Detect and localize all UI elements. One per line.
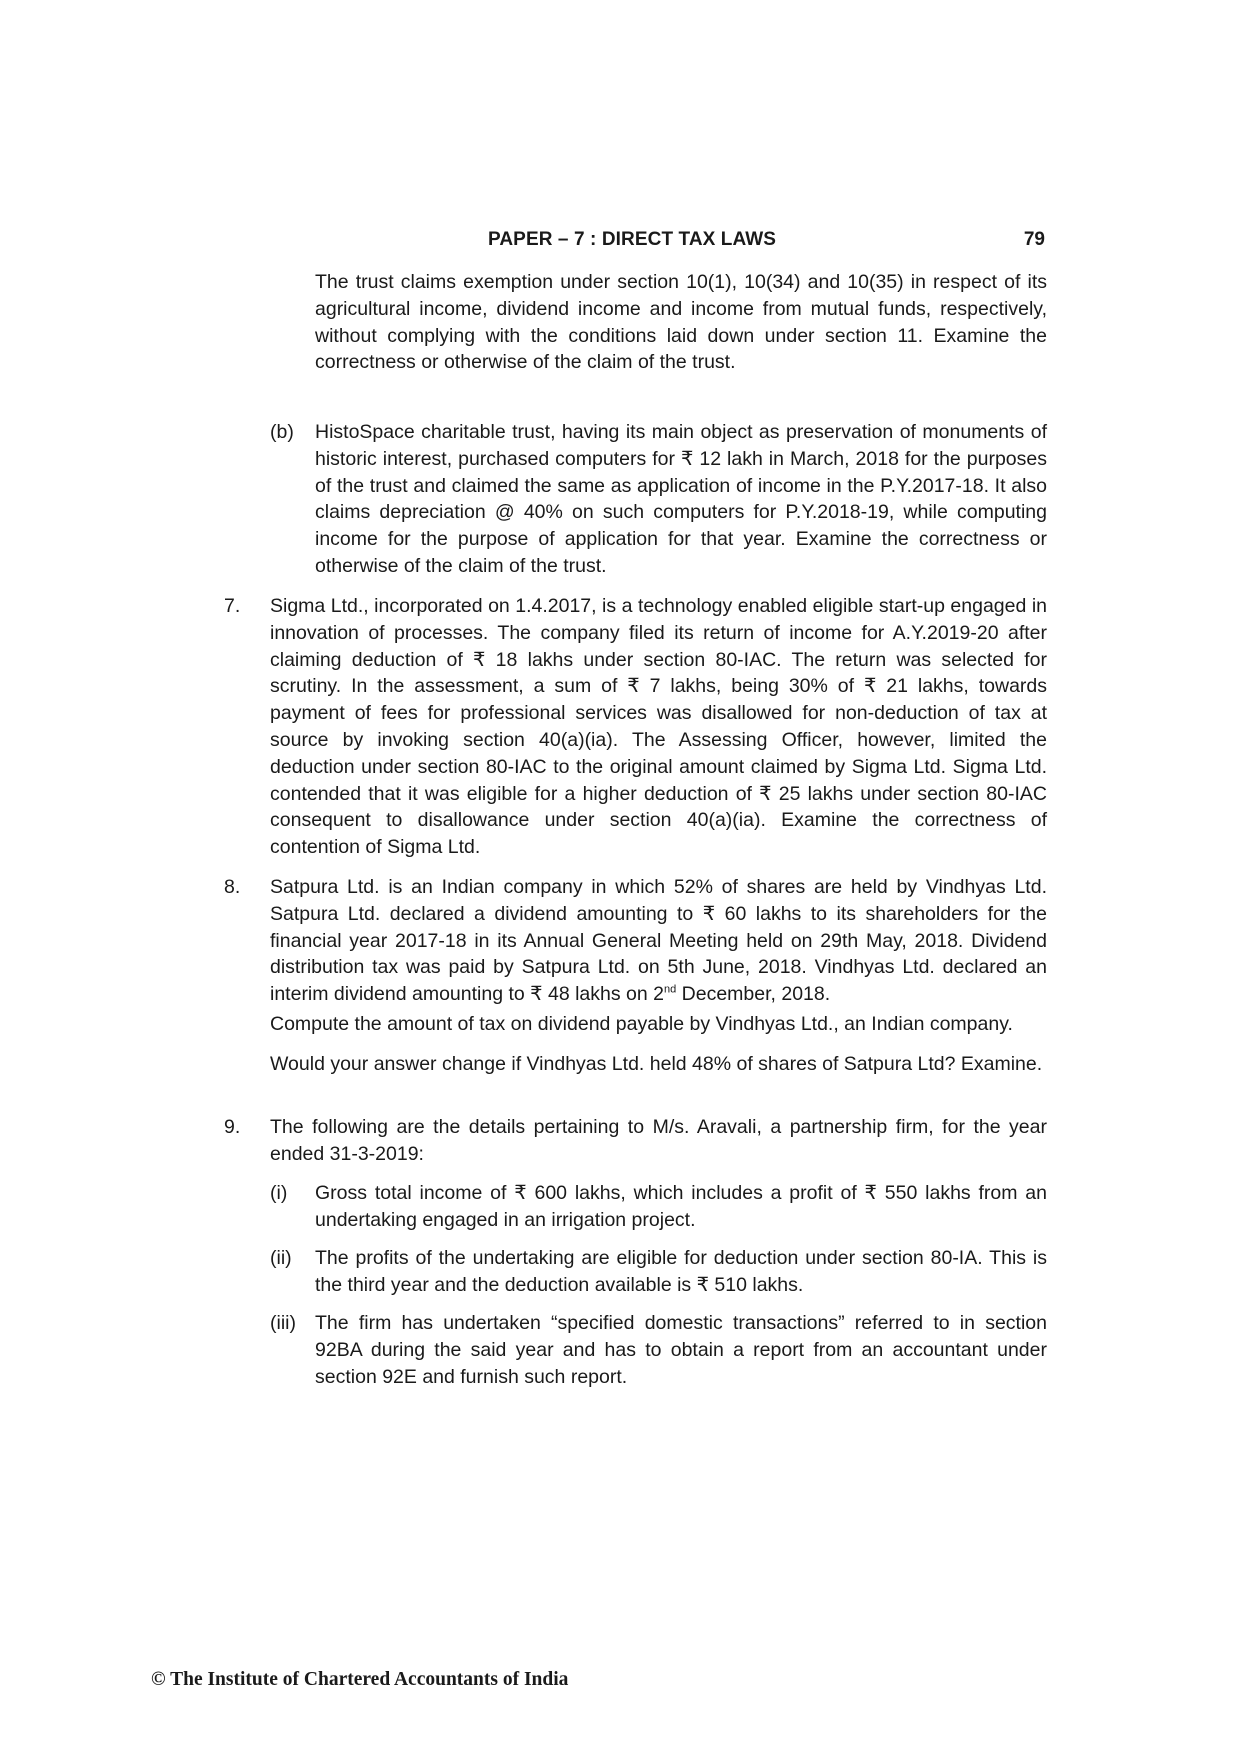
question-6a-continued: The trust claims exemption under section 10(1), 10(34) and 10(35) in respect of its agricultural income, dividend income and income from mutual funds, respectively, without complying with the conditions laid down under section 11. Examine the correctness or otherwise of the claim of the trust. [315, 271, 1047, 374]
question-9-item-label: (ii) [270, 1247, 292, 1269]
question-9-item-text: The profits of the undertaking are eligible for deduction under section 80-IA. This is the third year and the deduction available is ₹ 510 lakhs. [315, 1247, 1047, 1296]
question-8-number: 8. [224, 876, 241, 898]
question-8-text: Satpura Ltd. is an Indian company in which 52% of shares are held by Vindhyas Ltd. Satpura Ltd. declared a dividend amounting to ₹ 60 lakhs to its shareholders for the financial year 2017-18 in its Annual General Meeting held on 29th May, 2018. Dividend distribution tax was paid by Satpura Ltd. on 5th June, 2018. Vindhyas Ltd. declared an interim dividend amounting to ₹ 48 lakhs on 2nd December, 2018. [270, 876, 1047, 1006]
ordinal-suffix: nd [663, 983, 677, 996]
question-6b-label: (b) [270, 421, 294, 443]
question-9-item-label: (i) [270, 1182, 288, 1204]
question-9-intro: The following are the details pertaining to M/s. Aravali, a partnership firm, for the year ended 31-3-2019: [270, 1116, 1047, 1165]
question-9-item-label: (iii) [270, 1312, 296, 1334]
footer-copyright: © The Institute of Chartered Accountants of India [151, 1669, 569, 1690]
question-8-compute: Compute the amount of tax on dividend payable by Vindhyas Ltd., an Indian company. [270, 1013, 1013, 1035]
question-9-number: 9. [224, 1116, 241, 1138]
page-number: 79 [1023, 229, 1045, 250]
running-header-title: PAPER – 7 : DIRECT TAX LAWS [488, 229, 777, 250]
question-6b-text: HistoSpace charitable trust, having its main object as preservation of monuments of historic interest, purchased computers for ₹ 12 lakh in March, 2018 for the purposes of the trust and claimed the same as application of income in the P.Y.2017-18. It also claims depreciation @ 40% on such computers for P.Y.2018-19, while computing income for the purpose of application for that year. Examine the correctness or otherwise of the claim of the trust. [315, 421, 1047, 577]
question-8-followup: Would your answer change if Vindhyas Ltd. held 48% of shares of Satpura Ltd? Examine. [270, 1053, 1043, 1075]
question-9-item-text: The firm has undertaken “specified domestic transactions” referred to in section 92BA during the said year and has to obtain a report from an accountant under section 92E and furnish such report. [315, 1312, 1047, 1388]
question-9-item-text: Gross total income of ₹ 600 lakhs, which includes a profit of ₹ 550 lakhs from an undertaking engaged in an irrigation project. [315, 1182, 1047, 1231]
question-7-text: Sigma Ltd., incorporated on 1.4.2017, is a technology enabled eligible start-up engaged in innovation of processes. The company filed its return of income for A.Y.2019-20 after claiming deduction of ₹ 18 lakhs under section 80-IAC. The return was selected for scrutiny. In the assessment, a sum of ₹ 7 lakhs, being 30% of ₹ 21 lakhs, towards payment of fees for professional services was disallowed for non-deduction of tax at source by invoking section 40(a)(ia). The Assessing Officer, however, limited the deduction under section 80-IAC to the original amount claimed by Sigma Ltd. Sigma Ltd. contended that it was eligible for a higher deduction of ₹ 25 lakhs under section 80-IAC consequent to disallowance under section 40(a)(ia). Examine the correctness of contention of Sigma Ltd. [270, 595, 1047, 859]
question-7-number: 7. [224, 595, 241, 617]
